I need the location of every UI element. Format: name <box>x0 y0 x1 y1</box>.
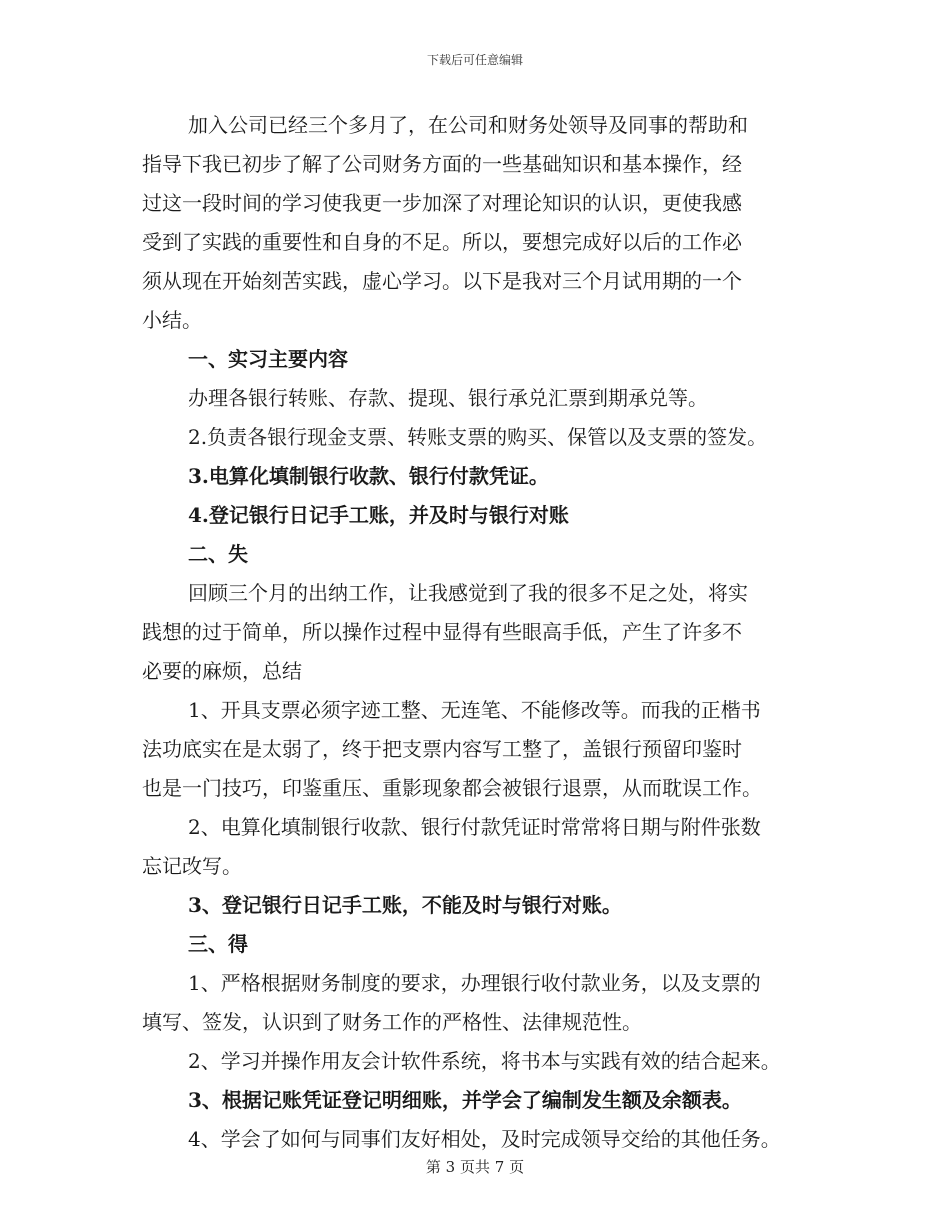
paragraph-line: 指导下我已初步了解了公司财务方面的一些基础知识和基本操作，经 <box>142 152 742 176</box>
document-body <box>142 106 832 1159</box>
paragraph-line: 填写、签发，认识到了财务工作的严格性、法律规范性。 <box>142 1010 642 1034</box>
paragraph-line: 加入公司已经三个多月了，在公司和财务处领导及同事的帮助和 <box>188 113 748 137</box>
list-item: 3.电算化填制银行收款、银行付款凭证。 <box>188 464 549 488</box>
list-item: 2、学习并操作用友会计软件系统，将书本与实践有效的结合起来。 <box>188 1049 781 1073</box>
list-item: 1、开具支票必须字迹工整、无连笔、不能修改等。而我的正楷书 <box>188 698 761 722</box>
list-item: 4.登记银行日记手工账，并及时与银行对账 <box>188 503 569 527</box>
list-item: 2.负责各银行现金支票、转账支票的购买、保管以及支票的签发。 <box>188 425 768 449</box>
page-footer: 第 3 页共 7 页 <box>425 1158 525 1176</box>
paragraph-line: 忘记改写。 <box>142 854 242 878</box>
paragraph-line: 过这一段时间的学习使我更一步加深了对理论知识的认识，更使我感 <box>142 191 742 215</box>
paragraph-line: 践想的过于简单，所以操作过程中显得有些眼高手低，产生了许多不 <box>142 620 742 644</box>
paragraph-line: 受到了实践的重要性和自身的不足。所以，要想完成好以后的工作必 <box>142 230 742 254</box>
paragraph-line: 小结。 <box>142 308 202 332</box>
list-item: 3、根据记账凭证登记明细账，并学会了编制发生额及余额表。 <box>188 1088 742 1112</box>
page-header: 下载后可任意编辑 <box>426 53 523 67</box>
section-heading: 一、实习主要内容 <box>188 347 348 371</box>
paragraph-line: 必要的麻烦，总结 <box>142 659 302 683</box>
section-heading: 三、得 <box>188 932 248 956</box>
list-item: 2、电算化填制银行收款、银行付款凭证时常常将日期与附件张数 <box>188 815 761 839</box>
paragraph-line: 回顾三个月的出纳工作，让我感觉到了我的很多不足之处，将实 <box>188 581 748 605</box>
list-item: 4、学会了如何与同事们友好相处，及时完成领导交给的其他任务。 <box>188 1127 781 1151</box>
paragraph-line: 须从现在开始刻苦实践，虚心学习。以下是我对三个月试用期的一个 <box>142 269 742 293</box>
list-item: 1、严格根据财务制度的要求，办理银行收付款业务，以及支票的 <box>188 971 761 995</box>
section-heading: 二、失 <box>188 542 248 566</box>
list-item: 3、登记银行日记手工账，不能及时与银行对账。 <box>188 893 622 917</box>
list-item: 办理各银行转账、存款、提现、银行承兑汇票到期承兑等。 <box>188 386 708 410</box>
paragraph-line: 也是一门技巧，印鉴重压、重影现象都会被银行退票，从而耽误工作。 <box>142 776 762 800</box>
paragraph-line: 法功底实在是太弱了，终于把支票内容写工整了，盖银行预留印鉴时 <box>142 737 742 761</box>
